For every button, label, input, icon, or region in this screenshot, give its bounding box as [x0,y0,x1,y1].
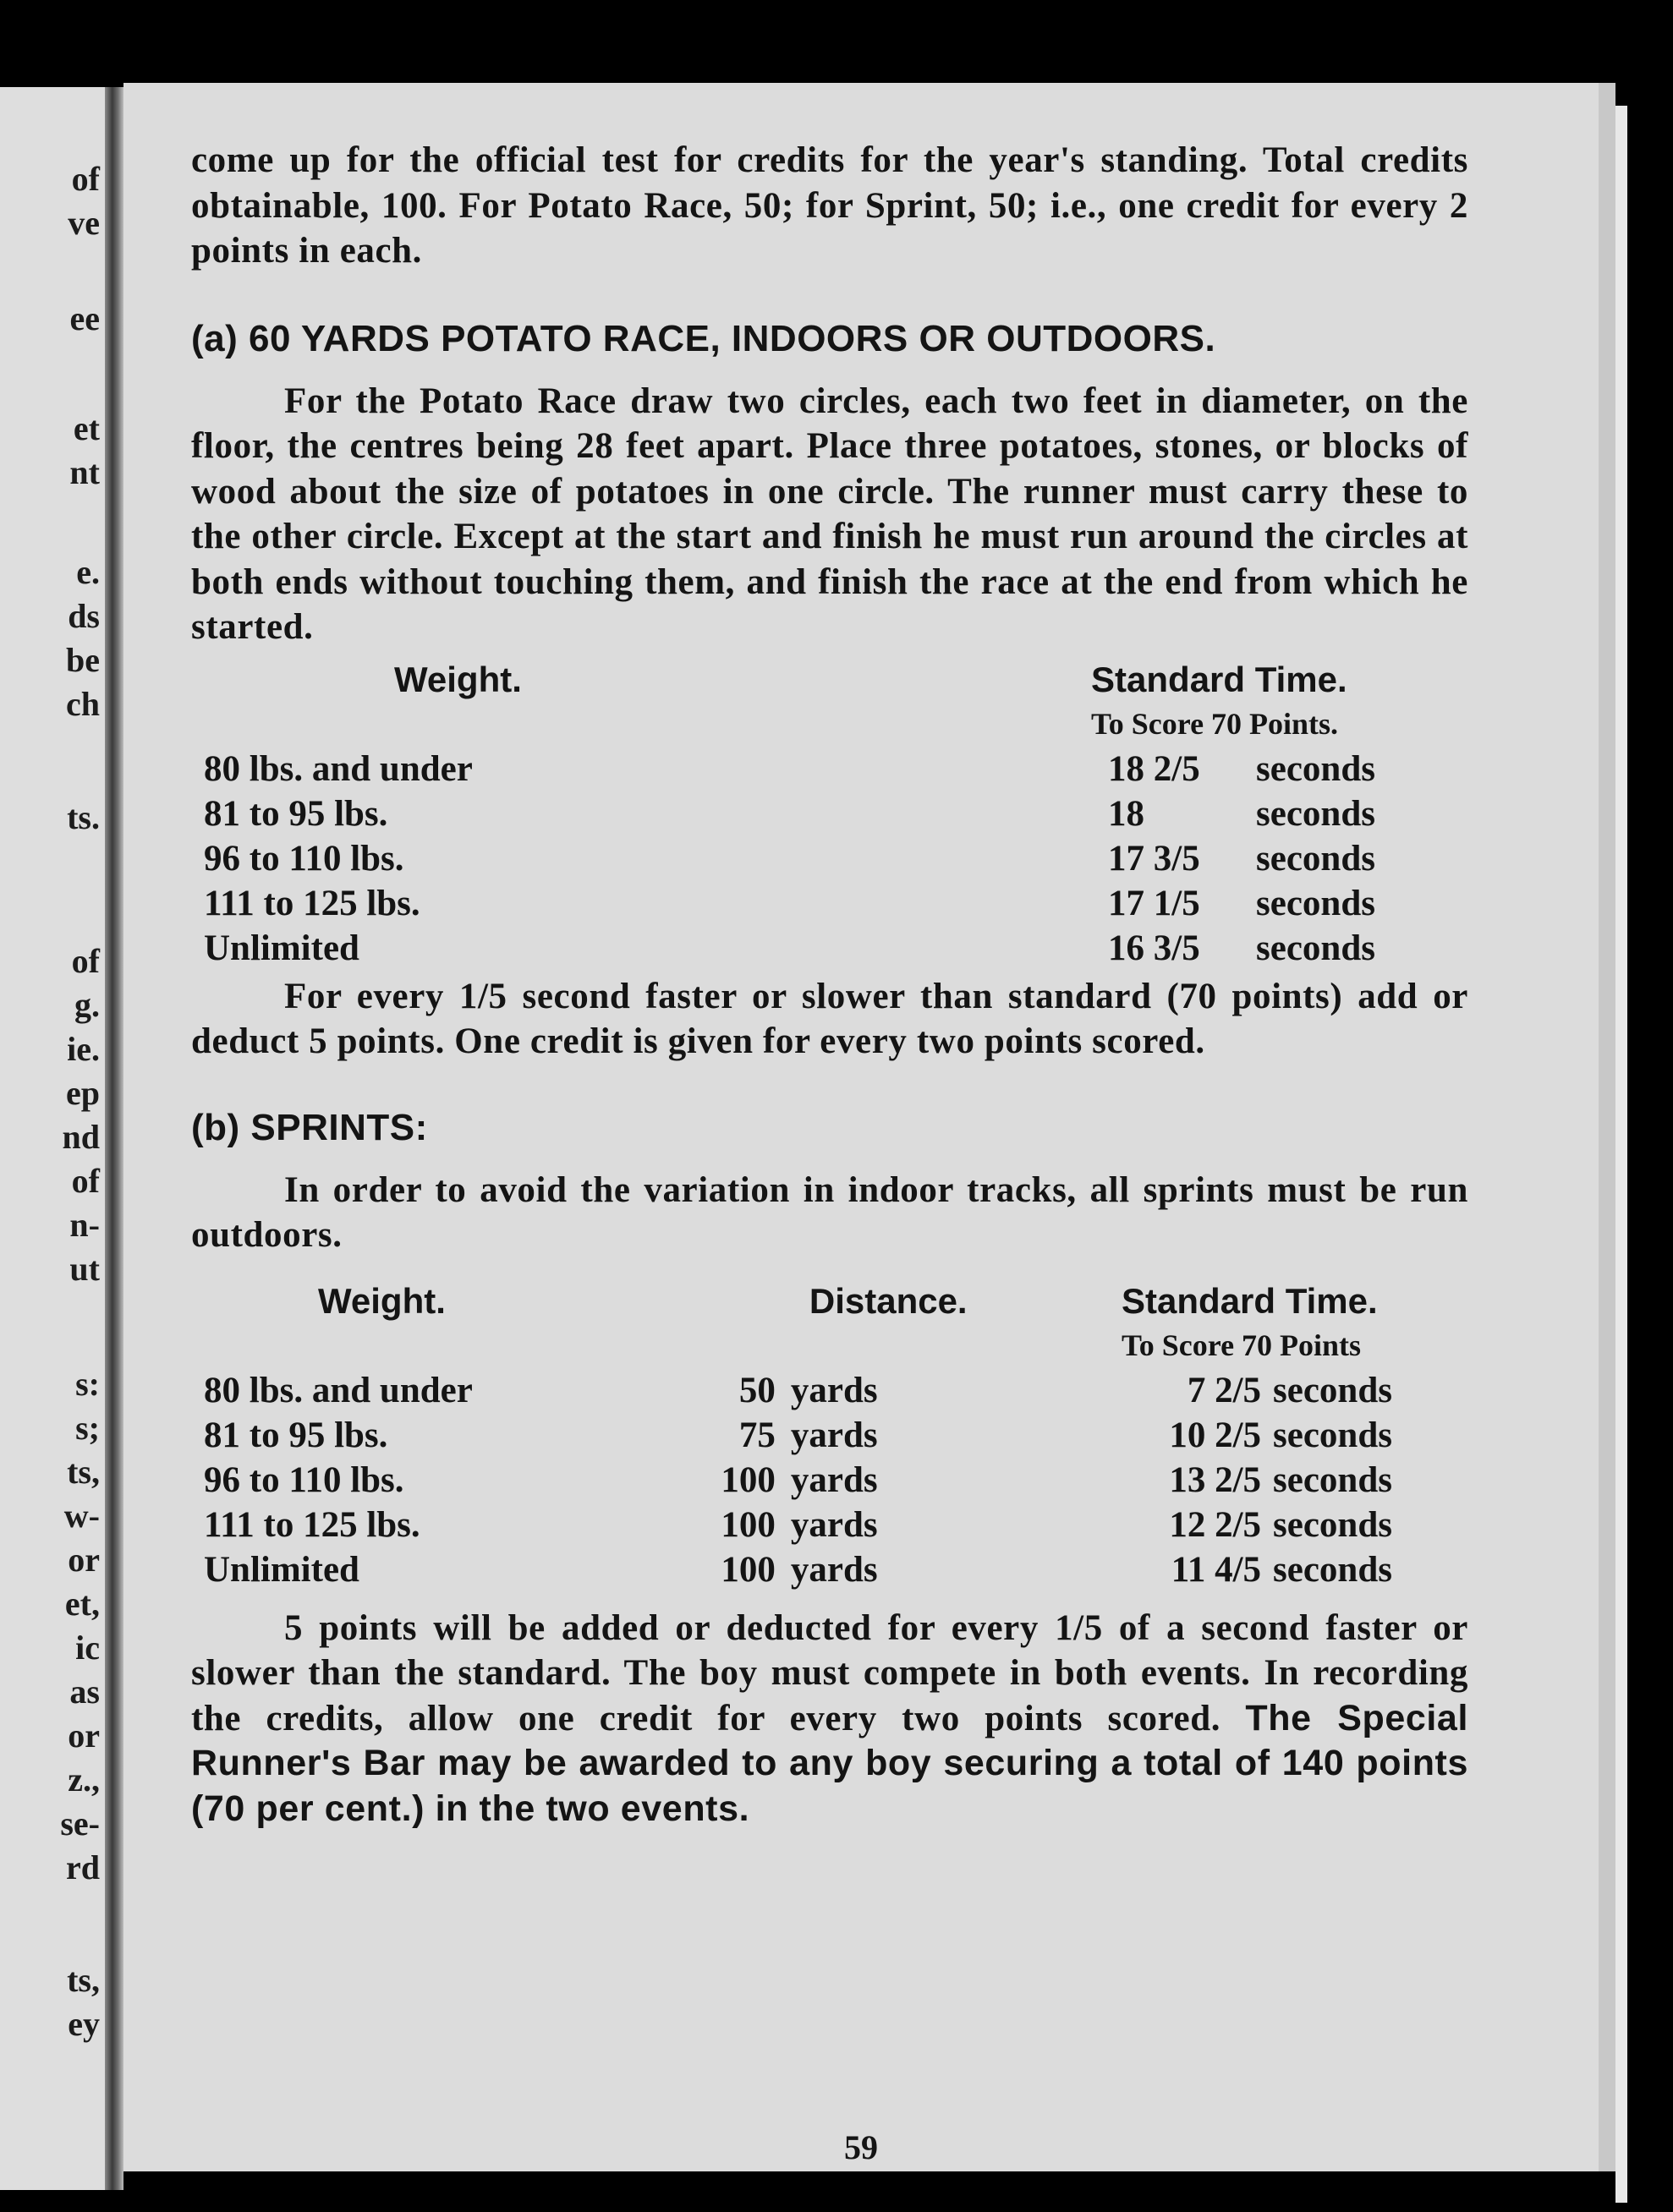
time-value: 7 2/5 [1187,1370,1262,1410]
intro-paragraph: come up for the official test for credits for the year's standing. Total credits obtainable, 100. For Potato Race, 50; for Sprint, 50; i.e., one credit for every 2 points in each. [191,140,1468,271]
left-page-fragment: ds [68,597,100,635]
table-row [191,1413,1392,1458]
distance-cell [683,1547,1122,1592]
table-row [191,926,1375,971]
left-page-fragment: ie. [67,1030,100,1068]
left-page-fragment: ut [69,1250,100,1288]
time-value: 13 2/5 [1169,1459,1262,1500]
distance-value: 50 [738,1370,776,1410]
table-row [191,881,1375,926]
left-page-fragment: as [69,1673,100,1711]
left-page-fragment: n- [69,1206,100,1244]
left-page-fragment: s; [75,1409,100,1447]
distance-unit: yards [790,1370,878,1410]
potato-race-heading: (a) 60 YARDS POTATO RACE, INDOORS OR OUTDOORS. [191,317,1216,359]
sprints-heading-label: (b) SPRINTS [191,1106,415,1148]
time-value: 11 4/5 [1171,1549,1262,1590]
distance-unit: yards [790,1504,878,1545]
left-page-fragment: ey [68,2005,100,2043]
time-unit: seconds [1273,1459,1392,1500]
potato-race-scoring-note: For every 1/5 second faster or slower than standard (70 points) add or deduct 5 points. One credit is given for every two points scored. [191,976,1468,1061]
distance-cell [683,1503,1122,1547]
weight-cell: 80 lbs. and under [204,748,473,789]
potato-race-table [191,657,1375,971]
left-page-fragment: of [71,942,100,980]
col-time-header: Standard Time. [1091,659,1347,699]
book-page [123,83,1599,2171]
time-cell [1091,747,1375,791]
left-page-fragment: et, [64,1585,100,1623]
weight-cell: Unlimited [204,1549,359,1590]
table-row [191,747,1375,791]
left-page-fragment: be [66,641,100,679]
left-page-fragment: or [68,1716,100,1755]
table-row [191,836,1375,881]
time-value: 18 [1108,793,1145,834]
time-cell [1122,1503,1392,1547]
time-cell [1122,1547,1392,1592]
distance-unit: yards [790,1415,878,1455]
time-unit: seconds [1273,1549,1392,1590]
col-time-subheader: To Score 70 Points. [1091,706,1339,741]
left-page-fragment: or [68,1541,100,1579]
weight-cell: Unlimited [204,928,359,968]
table-row [191,1547,1392,1592]
table-row [191,1458,1392,1503]
page-edge-shadow [1599,83,1615,2171]
time-value: 17 1/5 [1108,883,1200,923]
time-value: 10 2/5 [1169,1415,1262,1455]
time-cell [1091,791,1375,836]
col-time-header: Standard Time. [1122,1280,1378,1321]
left-page-fragment: e. [76,553,100,591]
time-value: 12 2/5 [1169,1504,1262,1545]
time-unit: seconds [1273,1370,1392,1410]
distance-value: 100 [721,1549,776,1590]
weight-cell: 81 to 95 lbs. [204,1415,388,1455]
sprints-heading [191,1107,1468,1149]
distance-value: 75 [738,1415,776,1455]
time-cell [1122,1413,1392,1458]
sprints-description: In order to avoid the variation in indoor tracks, all sprints must be run outdoors. [191,1169,1468,1255]
left-page-fragment: nt [69,453,100,491]
distance-cell [683,1368,1122,1413]
time-cell [1091,836,1375,881]
distance-value: 100 [721,1504,776,1545]
left-page-fragment: ve [68,204,100,242]
weight-cell: 111 to 125 lbs. [204,1504,420,1545]
weight-cell: 81 to 95 lbs. [204,793,388,834]
distance-unit: yards [790,1549,878,1590]
weight-cell: 96 to 110 lbs. [204,838,404,879]
page-number: 59 [844,2128,878,2166]
sprints-scoring-note [191,1606,1468,1832]
weight-cell: 111 to 125 lbs. [204,883,420,923]
time-unit: seconds [1273,1415,1392,1455]
time-unit: seconds [1273,1504,1392,1545]
distance-unit: yards [790,1459,878,1500]
left-page-fragment: w- [63,1497,100,1535]
time-cell [1091,881,1375,926]
distance-value: 100 [721,1459,776,1500]
sprints-heading-colon: : [414,1106,428,1148]
left-page-fragment: rd [66,1848,100,1886]
time-value: 16 3/5 [1108,928,1200,968]
time-value: 18 2/5 [1108,748,1200,789]
left-page-fragment: s: [75,1365,100,1403]
time-cell [1091,926,1375,971]
distance-cell [683,1458,1122,1503]
left-page-fragment: g. [74,986,100,1024]
potato-race-description: For the Potato Race draw two circles, each two feet in diameter, on the floor, the centres being 28 feet apart. Place three potatoes, stones, or blocks of wood about the size of potatoes in one circle. The runner must carry these to the other circle. Except at the start and finish he must run around the circles at both ends without touching them, and finish the race at the end from which he started. [191,381,1468,647]
table-row [191,1503,1392,1547]
time-unit: seconds [1256,883,1375,923]
left-page-fragment: ic [75,1629,100,1667]
left-page-fragment: of [71,160,100,198]
distance-cell [683,1413,1122,1458]
table-row [191,791,1375,836]
left-page-fragment: ep [66,1074,100,1112]
sprints-table [191,1278,1392,1592]
col-weight-header: Weight. [394,659,522,699]
time-unit: seconds [1256,838,1375,879]
weight-cell: 96 to 110 lbs. [204,1459,404,1500]
left-page-fragment: ee [69,299,100,337]
time-cell [1122,1368,1392,1413]
left-page-fragment: et [73,409,100,447]
weight-cell: 80 lbs. and under [204,1370,473,1410]
table-row [191,1368,1392,1413]
left-page-fragment: ts, [67,1961,100,1999]
time-value: 17 3/5 [1108,838,1200,879]
col-time-subheader: To Score 70 Points [1122,1328,1362,1362]
left-page-edge [0,87,107,2190]
left-page-fragment: nd [62,1118,100,1156]
left-page-fragment: ch [66,685,100,723]
time-unit: seconds [1256,793,1375,834]
left-page-fragment: se- [60,1804,100,1842]
left-page-fragment: ts. [67,798,100,836]
book-gutter [105,87,123,2190]
right-margin-strip [1615,106,1627,2203]
col-distance-header: Distance. [809,1280,968,1321]
time-unit: seconds [1256,928,1375,968]
col-weight-header: Weight. [318,1280,446,1321]
left-page-fragment: of [71,1162,100,1200]
time-unit: seconds [1256,748,1375,789]
page-content [191,138,1468,1831]
left-page-fragment: z., [68,1760,100,1799]
left-page-fragment: ts, [67,1453,100,1491]
time-cell [1122,1458,1392,1503]
special-runners-bar-note: The Special Runner's Bar may be awarded to any boy securing a total of 140 points (70 per cent.) in the two events. [191,1697,1468,1829]
sprints-note-plain: 5 points will be added or deducted for every 1/5 of a second faster or slower than the standard. The boy must compete in both events. In recording the credits, allow one credit for every two points scored. [191,1607,1468,1738]
